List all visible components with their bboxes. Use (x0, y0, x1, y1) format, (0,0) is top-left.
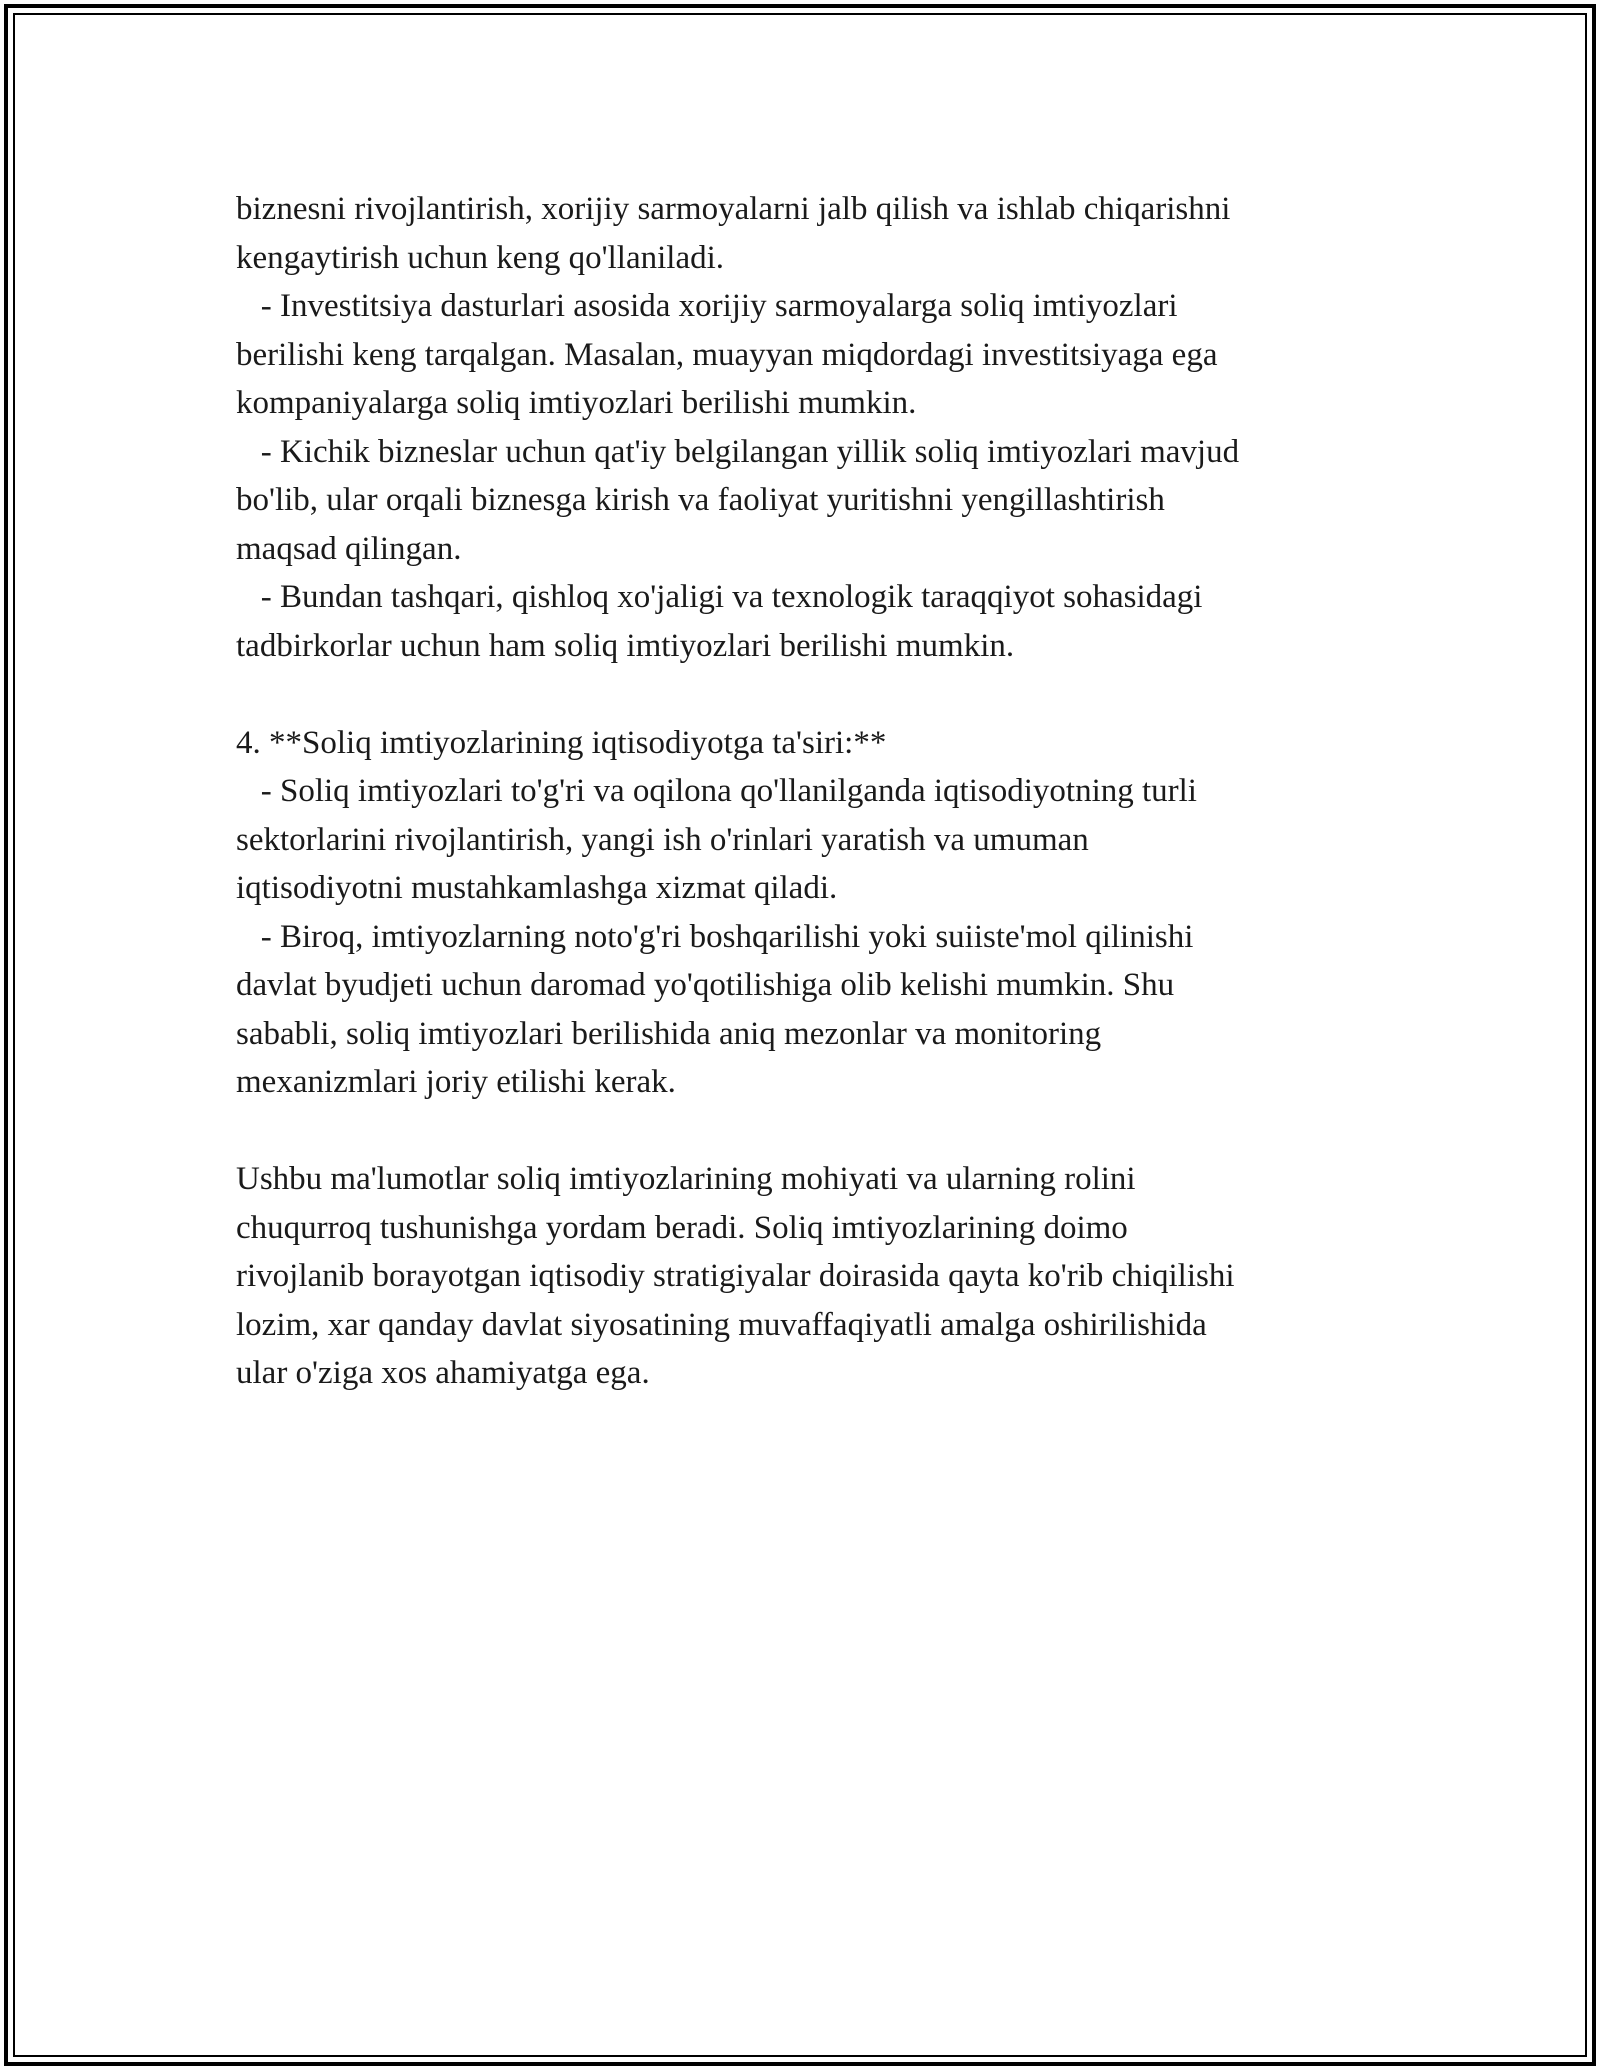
text-line: bo'lib, ular orqali biznesga kirish va faoliyat yuritishni yengillashtirish (236, 482, 1165, 518)
text-line: - Kichik bizneslar uchun qat'iy belgilangan yillik soliq imtiyozlari mavjud (236, 433, 1240, 470)
text-line: berilishi keng tarqalgan. Masalan, muayyan miqdordagi investitsiyaga ega (236, 336, 1218, 373)
text-line: ular o'ziga xos ahamiyatga ega. (236, 1355, 650, 1391)
blank-line (236, 670, 1386, 719)
text-line: tadbirkorlar uchun ham soliq imtiyozlari berilishi mumkin. (236, 627, 1015, 664)
text-line: mexanizmlari joriy etilishi kerak. (236, 1064, 676, 1100)
text-line: - Biroq, imtiyozlarning noto'g'ri boshqarilishi yoki suiiste'mol qilinishi (236, 918, 1194, 955)
text-line: sababli, soliq imtiyozlari berilishida aniq mezonlar va monitoring (236, 1015, 1102, 1052)
text-line: iqtisodiyotni mustahkamlashga xizmat qiladi. (236, 870, 838, 906)
text-line: - Soliq imtiyozlari to'g'ri va oqilona qo'llanilganda iqtisodiyotning turli (236, 773, 1197, 809)
text-line: davlat byudjeti uchun daromad yo'qotilishiga olib kelishi mumkin. Shu (236, 967, 1175, 1003)
blank-line (236, 1107, 1386, 1156)
text-line: kompaniyalarga soliq imtiyozlari berilishi mumkin. (236, 385, 917, 421)
text-line: sektorlarini rivojlantirish, yangi ish o'rinlari yaratish va umuman (236, 821, 1089, 858)
document-body (236, 185, 1386, 1398)
text-line: Ushbu ma'lumotlar soliq imtiyozlarining mohiyati va ularning rolini (236, 1161, 1136, 1197)
text-line: rivojlanib borayotgan iqtisodiy stratigiyalar doirasida qayta ko'rib chiqilishi (236, 1258, 1235, 1294)
text-line: chuqurroq tushunishga yordam beradi. Soliq imtiyozlarining doimo (236, 1209, 1128, 1246)
text-line: biznesni rivojlantirish, xorijiy sarmoyalarni jalb qilish va ishlab chiqarishni (236, 191, 1231, 227)
text-line: - Investitsiya dasturlari asosida xorijiy sarmoyalarga soliq imtiyozlari (236, 288, 1178, 324)
text-line: lozim, xar qanday davlat siyosatining muvaffaqiyatli amalga oshirilishida (236, 1306, 1207, 1343)
text-line: kengaytirish uchun keng qo'llaniladi. (236, 239, 725, 276)
text-line: - Bundan tashqari, qishloq xo'jaligi va texnologik taraqqiyot sohasidagi (236, 579, 1203, 615)
text-line: maqsad qilingan. (236, 530, 462, 567)
section-heading: 4. **Soliq imtiyozlarining iqtisodiyotga ta'siri:** (236, 724, 887, 761)
